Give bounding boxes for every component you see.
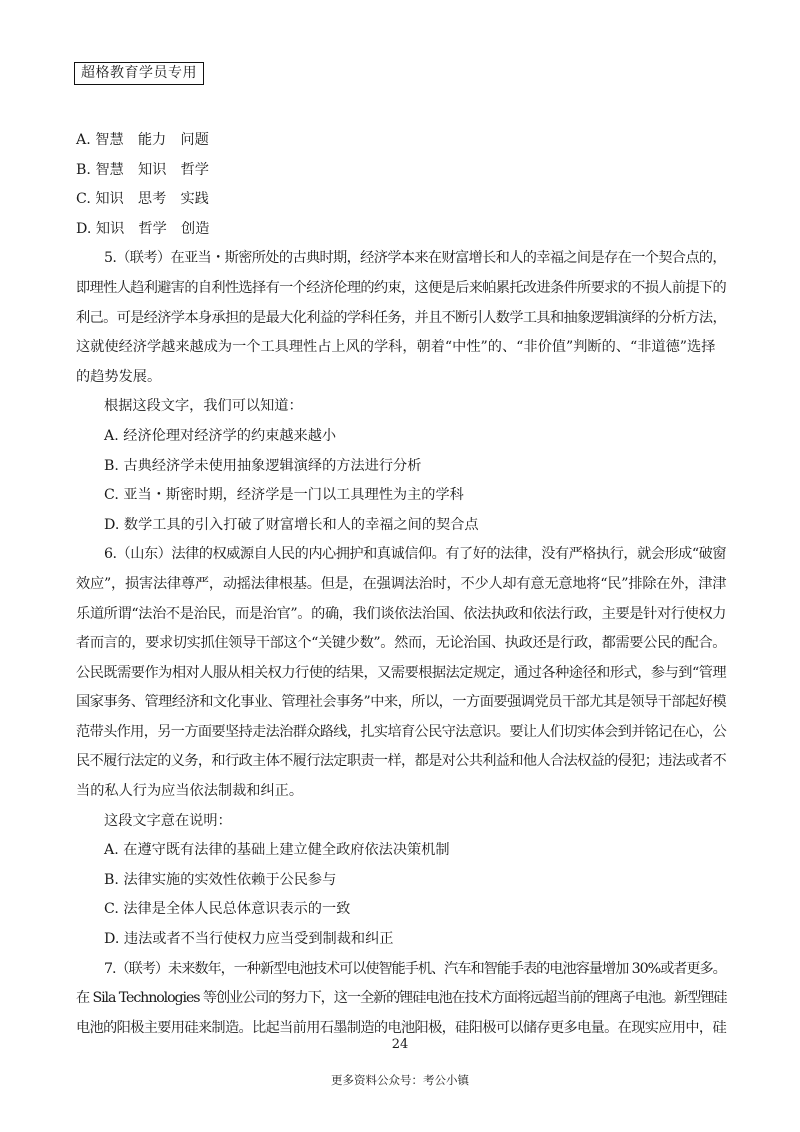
question-6-line: 6.（山东）法律的权威源自人民的内心拥护和真诚信仰。有了好的法律，没有严格执行，就会形成“破窗 (104, 546, 727, 563)
question-5-line: 这就使经济学越来越成为一个工具理性占上风的学科，朝着“中性”的、“非价值”判断的、“非道德”选择 (76, 339, 716, 356)
question-5-line: 利己。可是经济学本身承担的是最大化利益的学科任务，并且不断引人数学工具和抽象逻辑演绎的分析方法， (76, 309, 727, 326)
page-content (76, 126, 726, 1043)
option-c: C. 知识 思考 实践 (76, 191, 209, 208)
question-6-line: 效应”，损害法律尊严，动摇法律根基。但是，在强调法治时，不少人却有意无意地将“民”排除在外，津津 (76, 575, 727, 592)
question-6-line: 者而言的，要求切实抓住领导干部这个“关键少数”。然而，无论治国、执政还是行政，都需要公民的配合。 (76, 635, 727, 652)
footer-note: 更多资料公众号：考公小镇 (331, 1073, 469, 1087)
question-6-line: 民不履行法定的义务，和行政主体不履行法定职责一样，都是对公共利益和他人合法权益的侵犯；违法或者不 (76, 753, 727, 770)
question-6-option-c: C. 法律是全体人民总体意识表示的一致 (104, 901, 351, 918)
question-5-line: 即理性人趋利避害的自利性选择有一个经济伦理的约束，这便是后来帕累托改进条件所要求的不损人前提下的 (76, 279, 727, 296)
question-5 (76, 244, 726, 540)
question-6-line: 公民既需要作为相对人服从相关权力行使的结果，又需要根据法定规定，通过各种途径和形式，参与到“管理 (76, 664, 727, 681)
question-5-option-a: A. 经济伦理对经济学的约束越来越小 (104, 427, 337, 444)
question-5-option-b: B. 古典经济学未使用抽象逻辑演绎的方法进行分析 (104, 457, 422, 474)
watermark-stamp: 超格教育学员专用 (74, 62, 204, 85)
option-a: A. 智慧 能力 问题 (76, 132, 209, 148)
question-6-option-b: B. 法律实施的实效性依赖于公民参与 (104, 871, 337, 888)
question-5-option-d: D. 数学工具的引入打破了财富增长和人的幸福之间的契合点 (104, 516, 479, 533)
question-7-line: 7.（联考）未来数年，一种新型电池技术可以使智能手机、汽车和智能手表的电池容量增加 30%或者更多。 (104, 960, 726, 977)
question-7-line: 电池的阳极主要用硅来制造。比起当前用石墨制造的电池阳极，硅阳极可以储存更多电量。在现实应用中，硅 (76, 1019, 727, 1036)
question-6-line: 当的私人行为应当依法制裁和纠正。 (76, 783, 304, 800)
question-5-line: 5.（联考）在亚当・斯密所处的古典时期，经济学本来在财富增长和人的幸福之间是存在一个契合点的， (104, 250, 726, 267)
question-5-option-c: C. 亚当・斯密时期，经济学是一门以工具理性为主的学科 (104, 487, 464, 504)
question-6-line: 范带头作用，另一方面要坚持走法治群众路线，扎实培育公民守法意识。要让人们切实体会到并铭记在心，公 (76, 723, 727, 740)
question-6-option-d: D. 违法或者不当行使权力应当受到制裁和纠正 (104, 931, 394, 948)
option-d: D. 知识 哲学 创造 (76, 220, 210, 237)
question-7 (76, 955, 726, 1044)
question-6-line: 乐道所谓“法治不是治民，而是治官”。的确，我们谈依法治国、依法执政和依法行政，主要是针对行使权力 (76, 605, 727, 622)
question-6-prompt: 这段文字意在说明： (104, 812, 232, 829)
question-6-option-a: A. 在遵守既有法律的基础上建立健全政府依法决策机制 (104, 842, 450, 859)
question-4-options (76, 126, 726, 244)
question-5-line: 的趋势发展。 (76, 368, 162, 385)
question-6-line: 国家事务、管理经济和文化事业、管理社会事务”中来，所以，一方面要强调党员干部尤其是领导干部起好模 (76, 694, 727, 711)
option-b: B. 智慧 知识 哲学 (76, 161, 209, 178)
question-6 (76, 540, 726, 954)
page-number: 24 (391, 1037, 409, 1052)
question-7-line: 在 Sila Technologies 等创业公司的努力下，这一全新的锂硅电池在技术方面将远超当前的锂离子电池。新型锂硅 (76, 990, 727, 1007)
question-5-prompt: 根据这段文字，我们可以知道： (104, 398, 303, 415)
